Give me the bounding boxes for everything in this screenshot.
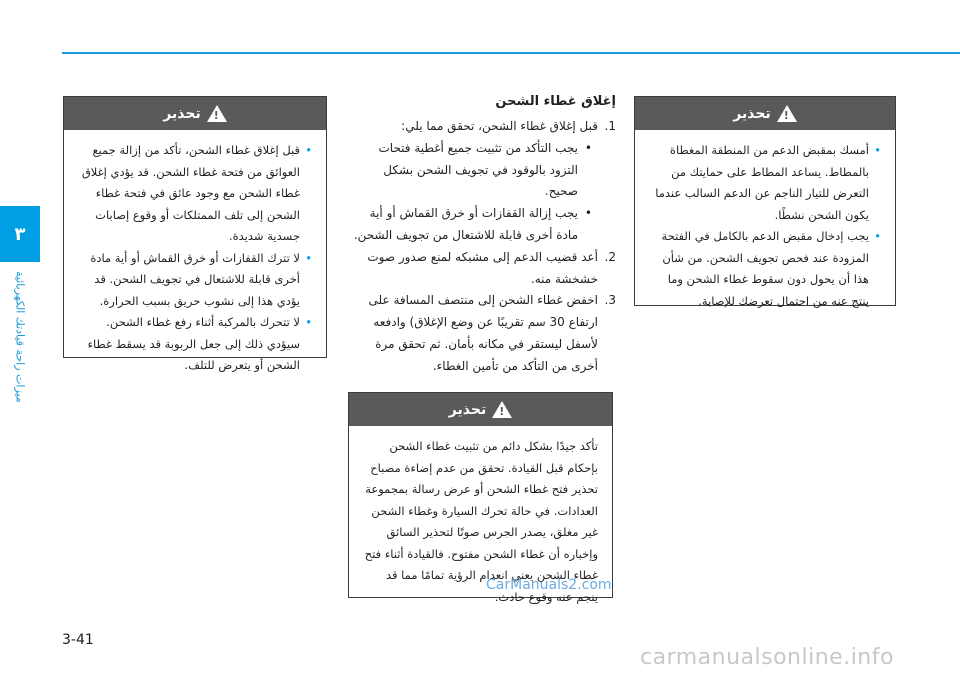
steps-list (348, 116, 616, 378)
warning-body (64, 130, 326, 385)
chapter-number: ٣ (14, 223, 26, 245)
step-item (348, 290, 616, 377)
warning-box-left (63, 96, 327, 372)
step-bullet: • يجب إزالة القفازات أو خرق القماش أو أية مادة أخرى قابلة للاشتعال من تجويف الشحن. (348, 203, 592, 247)
step-text: اخفض غطاء الشحن إلى منتصف المسافة على ارتفاع 30 سم تقريبًا عن وضع الإغلاق) وادفعه لأسفل ليستقر في مكانه بأمان. ثم تحقق مرة أخرى من التأكد من تأمين الغطاء. (368, 293, 598, 373)
header-rule (62, 52, 960, 54)
warning-item: • أمسك بمقبض الدعم من المنطقة المغطاة بالمطاط. يساعد المطاط على حمايتك من التعرض للتيار الناجم عن الدعم السالب عندما يكون الشحن نشطًا. (647, 140, 881, 226)
warning-item: • يجب إدخال مقبض الدعم بالكامل في الفتحة المزودة عند فحص تجويف الشحن. من شأن هذا أن يحول دون سقوط غطاء الشحن وما ينتج عنه من احتمال تعرضك للإصابة. (647, 226, 881, 312)
warning-label: تحذير (733, 105, 771, 122)
warning-body (635, 130, 895, 320)
warning-label: تحذير (163, 105, 201, 122)
step-bullet: • يجب التأكد من تثبيت جميع أغطية فتحات التزود بالوقود في تجويف الشحن بشكل صحيح. (348, 138, 592, 203)
step-item (348, 247, 616, 291)
warning-item: • لا تتحرك بالمركبة أثناء رفع غطاء الشحن. سيؤدي ذلك إلى جعل الربوبة قد يسقط غطاء الشحن أو يتعرض للتلف. (76, 312, 312, 377)
step-item (348, 116, 616, 247)
warning-text: تأكد جيدًا بشكل دائم من تثبيت غطاء الشحن بإحكام قبل القيادة. تحقق من عدم إضاءة مصباح تحذير فتح غطاء الشحن أو عرض رسالة بمجموعة العدادات. في حالة تحرك السيارة وغطاء الشحن غير مغلق، يصدر الجرس صوتًا لتحذير السائق وإخباره أن غطاء الشحن مفتوح. فالقيادة أثناء فتح غطاء الشحن يعني انعدام الرؤية تمامًا مما قد ينجم عنه وقوع حادث. (364, 439, 598, 604)
chapter-label: ميزات راحة قيادتك الكهربائية (13, 271, 27, 403)
warning-box-middle (348, 392, 613, 604)
warning-box-right (634, 96, 896, 306)
warning-header (635, 97, 895, 130)
warning-header (64, 97, 326, 130)
main-content (348, 92, 616, 378)
watermark: CarManuals2.com (486, 577, 612, 593)
step-number: 1. (604, 119, 616, 133)
warning-triangle-icon (207, 105, 227, 122)
warning-item: • لا تترك القفازات أو خرق القماش أو أية مادة أخرى قابلة للاشتعال في تجويف الشحن. قد يؤدي هذا إلى نشوب حريق بسبب الحرارة. (76, 248, 312, 313)
warning-triangle-icon (492, 401, 512, 418)
warning-label: تحذير (448, 401, 487, 418)
warning-header (349, 393, 612, 426)
step-number: 3. (604, 293, 616, 308)
section-heading: إغلاق غطاء الشحن (495, 94, 616, 109)
page-number: 3-41 (62, 632, 94, 648)
step-number: 2. (604, 249, 616, 264)
warning-item: • قبل إغلاق غطاء الشحن، تأكد من إزالة جميع العوائق من فتحة غطاء الشحن. قد يؤدي إغلاق غطاء الشحن مع وجود عائق في فتحة غطاء الشحن إلى تلف الممتلكات أو وقوع إصابات جسدية شديدة. (76, 140, 312, 248)
step-text: قبل إغلاق غطاء الشحن، تحقق مما يلي: (401, 119, 598, 133)
step-text: أعد قضيب الدعم إلى مشبكه لمنع صدور صوت خشخشة منه. (367, 249, 598, 286)
warning-triangle-icon (777, 105, 797, 122)
footer-watermark: carmanualsonline.info (640, 645, 894, 670)
chapter-tab[interactable] (0, 206, 40, 262)
